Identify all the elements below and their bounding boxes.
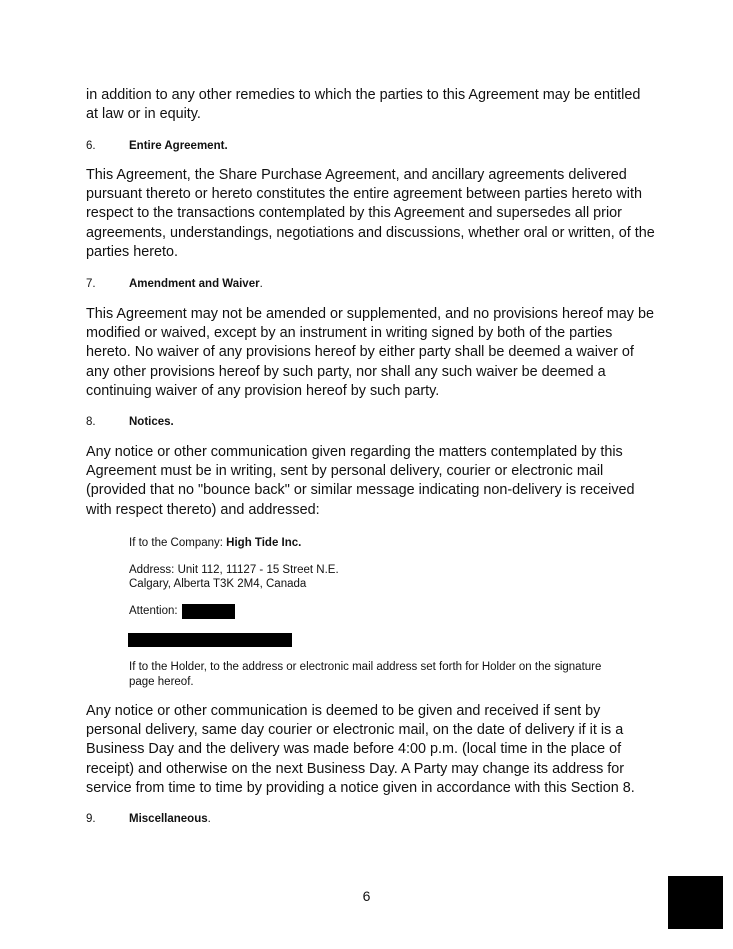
section-7-title: Amendment and Waiver <box>129 278 260 290</box>
section-9-title: Miscellaneous <box>129 813 208 825</box>
company-name: High Tide Inc. <box>226 537 302 549</box>
paragraph-deemed-given: Any notice or other communication is deemed to be given and received if sent by personal delivery, same day courier or electronic mail, on the date of delivery if it is a Business Day and the delivery was made before 4:00 p.m. (local time in the place of receipt) and otherwise on the next Business Day. A Party may change its address for service from time to time by providing a notice given in accordance with this Section 8. <box>86 703 635 796</box>
section-7-heading: Amendment and Waiver. <box>129 278 263 290</box>
company-address-line: If to the Company: High Tide Inc. <box>129 537 302 549</box>
page-number: 6 <box>362 888 371 904</box>
section-7-number: 7. <box>86 278 96 290</box>
section-8-number: 8. <box>86 416 96 428</box>
holder-address-text: If to the Holder, to the address or electronic mail address set forth for Holder on the signature page hereof. <box>129 661 602 688</box>
section-6-heading: Entire Agreement. <box>129 140 228 152</box>
section-6-number: 6. <box>86 140 96 152</box>
paragraph-entire-agreement: This Agreement, the Share Purchase Agreement, and ancillary agreements delivered pursuant thereto or hereto constitutes the entire agreement between parties hereto with respect to the transactions contemplated by this Agreement and supersedes all prior agreements, understandings, negotiations and discussions, whether oral or written, of the parties hereto. <box>86 167 655 260</box>
redaction-bar-email <box>128 633 292 647</box>
paragraph-notices: Any notice or other communication given regarding the matters contemplated by this Agreement must be in writing, sent by personal delivery, courier or electronic mail (provided that no "bounce back" or similar message indicating non-delivery is received with respect thereto) and addressed: <box>86 444 635 518</box>
address-line-1: Address: Unit 112, 11127 - 15 Street N.E. <box>129 564 339 576</box>
section-9-number: 9. <box>86 813 96 825</box>
section-9-heading: Miscellaneous. <box>129 813 211 825</box>
address-line-2: Calgary, Alberta T3K 2M4, Canada <box>129 578 307 590</box>
paragraph-amendment-waiver: This Agreement may not be amended or supplemented, and no provisions hereof may be modified or waived, except by an instrument in writing signed by both of the parties hereto. No waiver of any provisions hereof by either party shall be deemed a waiver of any other provisions hereof by such party, nor shall any such waiver be deemed a continuing waiver of any provision hereof by such party. <box>86 306 654 399</box>
attention-label: Attention: <box>129 605 178 617</box>
redaction-bar-attention <box>182 604 235 619</box>
redaction-box-corner <box>668 876 723 929</box>
section-6-title: Entire Agreement <box>129 140 225 152</box>
paragraph-intro: in addition to any other remedies to which the parties to this Agreement may be entitled at law or in equity. <box>86 87 641 123</box>
section-8-heading: Notices. <box>129 416 174 428</box>
section-8-title: Notices <box>129 416 171 428</box>
